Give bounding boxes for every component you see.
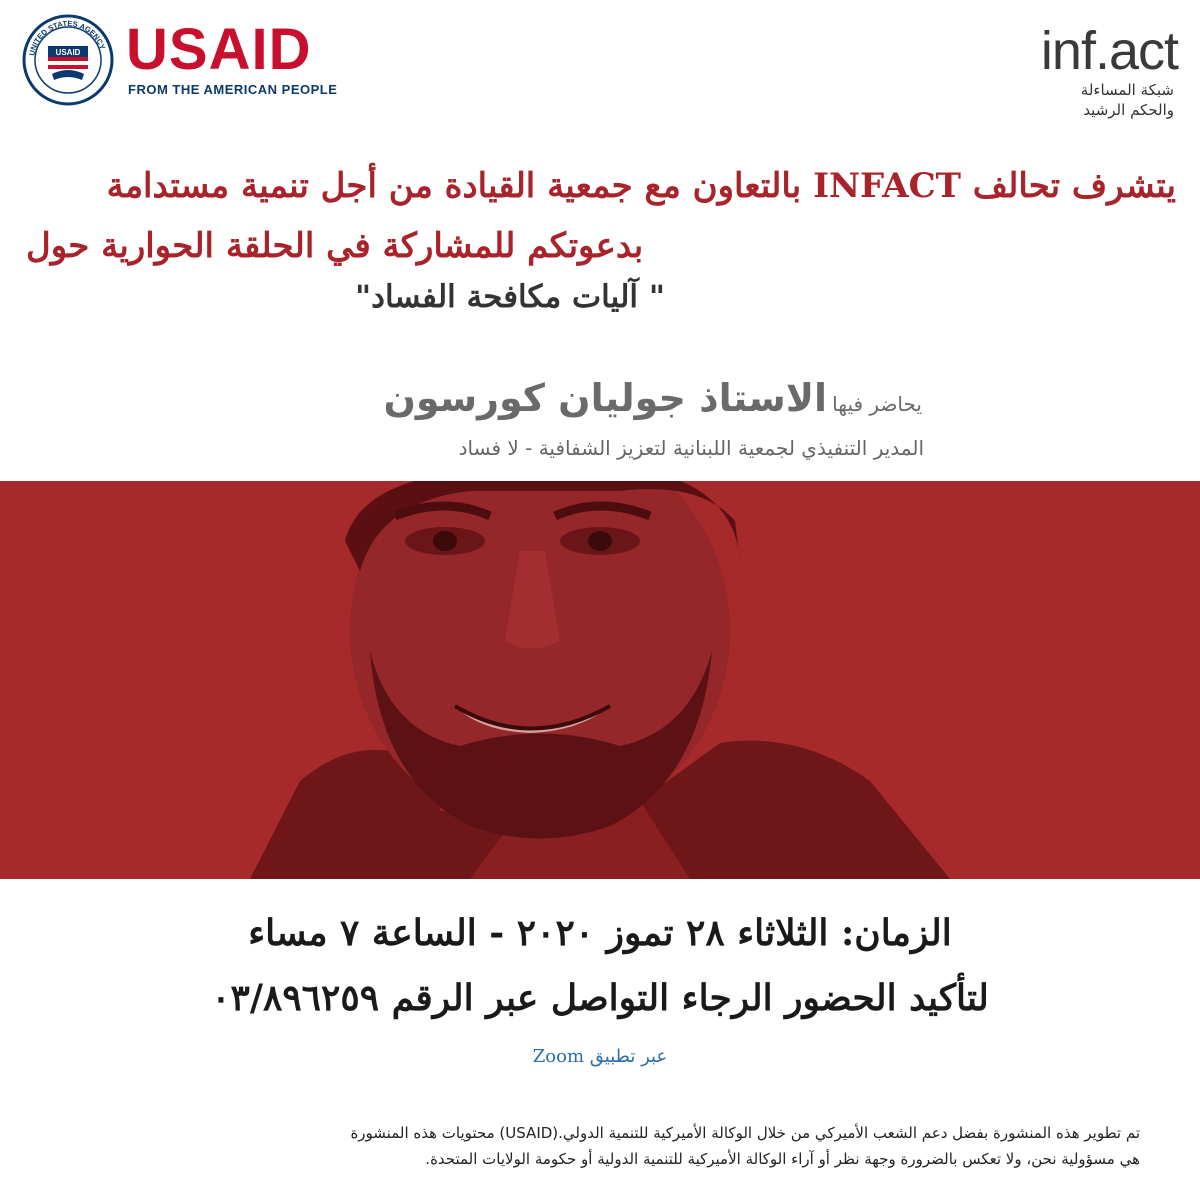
event-rsvp: لتأكيد الحضور الرجاء التواصل عبر الرقم ٠٣/٨٩٦٢٥٩ — [211, 977, 989, 1019]
event-platform — [0, 1046, 1200, 1067]
speaker-portrait-image — [0, 481, 1200, 879]
infact-name: inf.act — [1040, 21, 1178, 81]
event-time: الزمان: الثلاثاء ٢٨ تموز ٢٠٢٠ - الساعة ٧ مساء — [248, 912, 952, 954]
svg-text:USAID: USAID — [55, 48, 81, 57]
disclaimer-line1: تم تطوير هذه المنشورة بفضل دعم الشعب الأميركي من خلال الوكالة الأميركية للتنمية الدولي.(USAID) محتويات هذه المنشورة — [350, 1124, 1140, 1142]
infact-subtitle-line2: والحكم الرشيد — [1083, 101, 1174, 119]
event-app-name: Zoom — [532, 1046, 585, 1067]
event-via-label: عبر تطبيق — [589, 1046, 668, 1067]
infact-logo — [998, 22, 1178, 132]
speaker-line — [383, 376, 922, 420]
svg-text:UNITED STATES AGENCY: UNITED STATES AGENCY — [27, 18, 108, 57]
usaid-tagline: FROM THE AMERICAN PEOPLE — [128, 82, 338, 97]
speaker-role: المدير التنفيذي لجمعية اللبنانية لتعزيز الشفافية - لا فساد — [458, 436, 924, 460]
speaker-photo — [0, 481, 1200, 879]
speaker-prefix: يحاضر فيها — [832, 392, 922, 416]
disclaimer-line2: هي مسؤولية نحن، ولا تعكس بالضرورة وجهة نظر أو آراء الوكالة الأميركية للتنمية الدولية أو حكومة الولايات المتحدة. — [425, 1150, 1140, 1168]
headline-line2: بدعوتكم للمشاركة في الحلقة الحوارية حول — [26, 226, 644, 266]
speaker-name: الاستاذ جوليان كورسون — [383, 376, 828, 420]
infact-subtitle-line1: شبكة المساءلة — [1080, 81, 1174, 99]
headline-line1: يتشرف تحالف INFACT بالتعاون مع جمعية القيادة من أجل تنمية مستدامة — [106, 166, 1176, 206]
usaid-seal-icon — [22, 14, 114, 106]
headline-topic: " آليات مكافحة الفساد" — [355, 279, 665, 315]
usaid-logo — [22, 14, 338, 106]
usaid-wordmark: USAID — [126, 17, 312, 82]
